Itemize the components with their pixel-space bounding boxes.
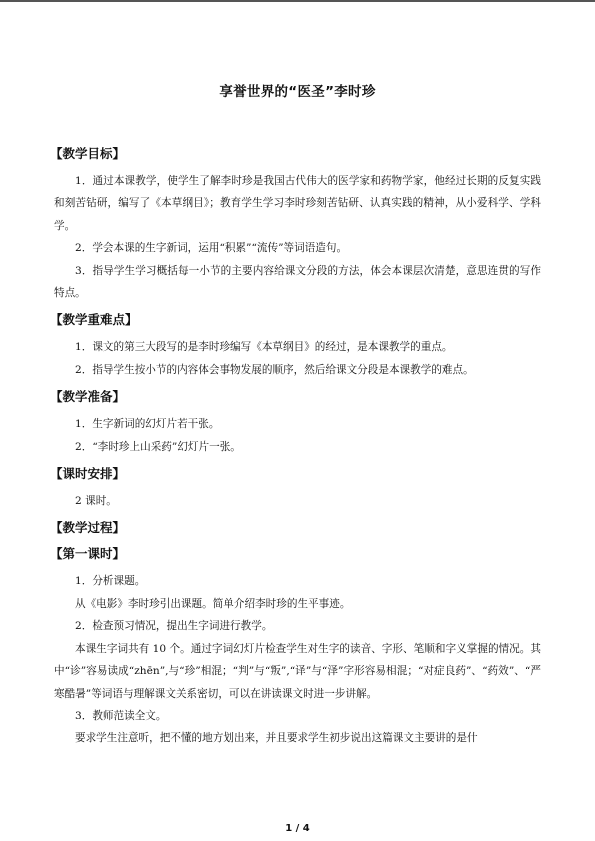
lesson-1-paragraph-2: 从《电影》李时珍引出课题。简单介绍李时珍的生平事迹。 xyxy=(75,597,351,610)
section-process xyxy=(50,518,541,536)
key-points-paragraph-1: 1．课文的第三大段写的是李时珍编写《本草纲目》的经过，是本课教学的重点。 xyxy=(75,341,453,354)
goals-paragraph-2: 2．学会本课的生字新词，运用“积累”“流传”等词语造句。 xyxy=(75,242,348,255)
section-heading-goals: 【教学目标】 xyxy=(50,146,126,161)
lesson-1-paragraph-1: 1．分析课题。 xyxy=(75,575,146,588)
lesson-1-paragraph-5: 3．教师范读全文。 xyxy=(75,709,167,722)
lesson-1-paragraph-6: 要求学生注意听，把不懂的地方划出来，并且要求学生初步说出这篇课文主要讲的是什 xyxy=(75,732,478,745)
document-page xyxy=(50,70,541,750)
document-title: 享誉世界的“医圣”李时珍 xyxy=(219,84,376,100)
section-heading-lesson-1: 【第一课时】 xyxy=(50,546,126,562)
goals-paragraph-3: 3．指导学生学习概括每一小节的主要内容给课文分段的方法，体会本课层次清楚，意思连贯的写作特点。 xyxy=(54,264,541,300)
schedule-paragraph-1: 2 课时。 xyxy=(75,495,117,508)
section-goals xyxy=(50,144,541,304)
key-points-paragraph-2: 2．指导学生按小节的内容体会事物发展的顺序，然后给课文分段是本课教学的难点。 xyxy=(75,363,474,376)
section-key-points xyxy=(50,310,541,381)
prep-paragraph-1: 1．生字新词的幻灯片若干张。 xyxy=(75,418,220,431)
prep-paragraph-2: 2．“李时珍上山采药”幻灯片一张。 xyxy=(75,440,241,453)
lesson-1-paragraph-4: 本课生字词共有 10 个。通过字词幻灯片检查学生对生字的读音、字形、笔顺和字义掌握的情况。其中“诊”容易读成“zhēn”,与“珍”相混；“判”与“叛”,“译”与“泽”字形容易相混；“对症良药”、“药效”、“严寒酷暑”等词语与理解课文关系密切，可以在讲读课文时进一步讲解。 xyxy=(54,642,541,700)
page-number: 1 / 4 xyxy=(285,823,310,834)
section-heading-process: 【教学过程】 xyxy=(50,520,126,536)
lesson-1-paragraph-3: 2．检查预习情况，提出生字词进行教学。 xyxy=(75,620,273,633)
goals-paragraph-1: 1．通过本课教学，使学生了解李时珍是我国古代伟大的医学家和药物学家，他经过长期的反复实践和刻苦钻研，编写了《本草纲目》；教育学生学习李时珍刻苦钻研、认真实践的精神，从小爱科学、学科学。 xyxy=(54,175,541,232)
section-heading-key-points: 【教学重难点】 xyxy=(50,312,138,328)
section-lesson-1 xyxy=(50,544,541,749)
section-prep xyxy=(50,387,541,458)
section-heading-schedule: 【课时安排】 xyxy=(50,466,126,482)
top-rule xyxy=(0,0,595,2)
section-heading-prep: 【教学准备】 xyxy=(50,389,126,405)
section-schedule xyxy=(50,464,541,512)
